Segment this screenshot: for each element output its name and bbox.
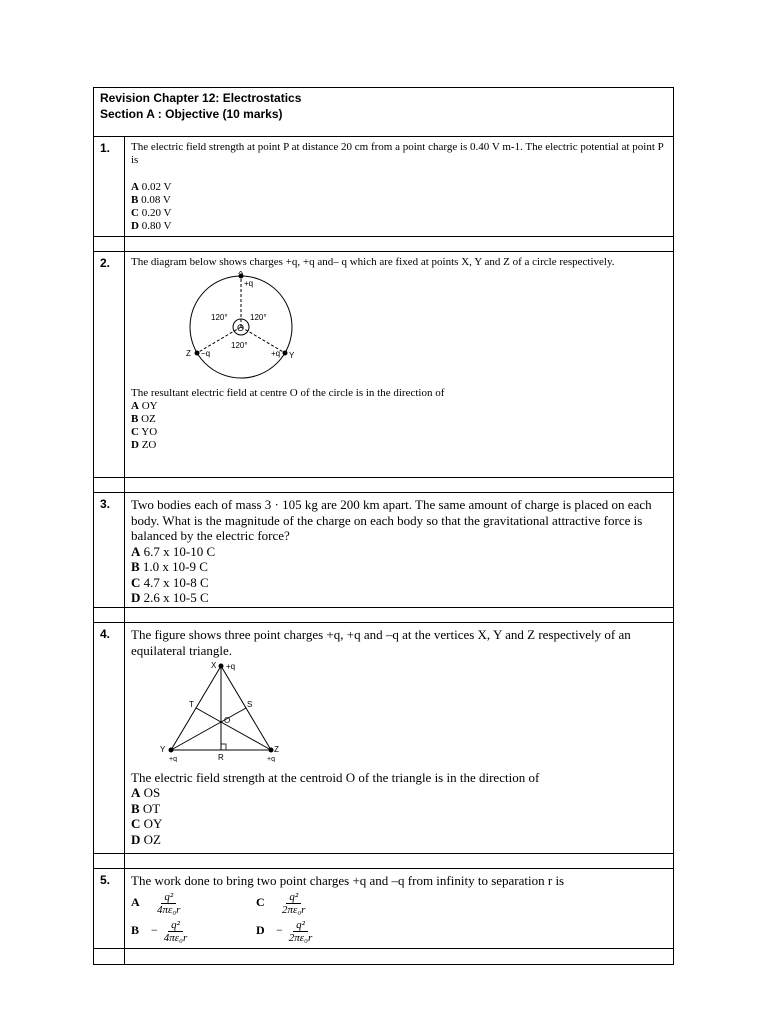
question-4-row	[94, 623, 673, 854]
worksheet-header	[94, 88, 673, 137]
label-y: Y	[289, 351, 295, 360]
question-body	[125, 137, 673, 236]
option-d[interactable]: D ZO	[131, 439, 157, 451]
option-a[interactable]: A $\frac{\text{q²}}{\text{4πε₀r}}$	[131, 890, 181, 916]
label-angle-1: 120°	[211, 313, 228, 322]
option-b[interactable]: B 1.0 x 10-9 C	[131, 559, 208, 574]
label-qx: +q	[244, 279, 254, 288]
question-body	[125, 623, 673, 853]
label-t: T	[189, 700, 194, 709]
label-qz: +q	[267, 756, 275, 762]
option-b[interactable]: B − $\frac{\text{q²}}{\text{4πε₀r}}$	[131, 918, 188, 944]
label-angle-3: 120°	[231, 341, 248, 350]
label-x: X	[238, 271, 244, 276]
question-body	[125, 252, 673, 477]
label-qy: +q	[271, 349, 281, 358]
option-b[interactable]: B OT	[131, 800, 161, 816]
option-d[interactable]: D 0.80 V	[131, 220, 172, 232]
page-title: Revision Chapter 12: Electrostatics	[100, 91, 302, 105]
question-body	[125, 493, 673, 607]
option-c[interactable]: C 0.20 V	[131, 207, 172, 219]
circle-charges-diagram	[131, 271, 311, 379]
spacer-row	[94, 854, 673, 869]
option-c[interactable]: C 4.7 x 10-8 C	[131, 574, 209, 590]
spacer-row	[94, 949, 673, 964]
option-a[interactable]: A 6.7 x 10-10 C	[131, 543, 216, 559]
label-angle-2: 120°	[250, 313, 267, 322]
option-d[interactable]: D 2.6 x 10-5 C	[131, 590, 209, 605]
option-a[interactable]: A OS	[131, 785, 161, 800]
question-text: The diagram below shows charges +q, +q and– q which are fixed at points X, Y and Z of a circle respectively.	[131, 256, 615, 268]
label-qy: +q	[169, 756, 177, 762]
option-b[interactable]: B OZ	[131, 413, 156, 425]
spacer-row	[94, 608, 673, 623]
charge-y	[283, 351, 288, 356]
label-z: Z	[274, 745, 279, 754]
question-text: The figure shows three point charges +q, +q and –q at the vertices X, Y and Z respectively of an equilateral triangle.	[131, 627, 631, 658]
question-body	[125, 869, 673, 948]
question-5-row	[94, 869, 673, 949]
label-qx: +q	[226, 662, 236, 671]
formula-options	[131, 891, 667, 944]
option-c[interactable]: C YO	[131, 426, 158, 438]
question-3-row	[94, 493, 673, 608]
option-d[interactable]: D − $\frac{\text{q²}}{\text{2πε₀r}}$	[256, 918, 313, 944]
question-followup: The resultant electric field at centre O of the circle is in the direction of	[131, 387, 445, 399]
worksheet-table	[93, 87, 674, 965]
label-z: Z	[186, 349, 191, 358]
question-number: 4.	[94, 623, 125, 853]
question-number: 5.	[94, 869, 125, 948]
question-number: 3.	[94, 493, 125, 607]
question-2-row	[94, 252, 673, 478]
question-1-row	[94, 137, 673, 237]
section-title: Section A : Objective (10 marks)	[100, 107, 283, 121]
option-d[interactable]: D OZ	[131, 831, 161, 847]
option-a[interactable]: A 0.02 V	[131, 181, 172, 193]
label-r: R	[218, 753, 224, 762]
charge-z	[195, 351, 200, 356]
option-a[interactable]: A OY	[131, 400, 158, 412]
label-qz: −q	[201, 349, 211, 358]
question-number: 1.	[94, 137, 125, 236]
label-y: Y	[160, 745, 166, 754]
question-text: Two bodies each of mass 3 · 105 kg are 200 km apart. The same amount of charge is placed on each body. What is the magnitude of the charge on each body so that the gravitational attractive force is balanced by the electric force?	[131, 497, 652, 543]
question-followup: The electric field strength at the centroid O of the triangle is in the direction of	[131, 769, 540, 785]
label-s: S	[247, 700, 253, 709]
spacer-row	[94, 237, 673, 252]
spacer-row	[94, 478, 673, 493]
label-x: X	[211, 661, 217, 670]
triangle-charges-diagram	[131, 660, 301, 762]
question-text: The electric field strength at point P at distance 20 cm from a point charge is 0.40 V m-1. The electric potential at point P is	[131, 141, 664, 166]
option-c[interactable]: C OY	[131, 816, 163, 831]
option-c[interactable]: C $\frac{\text{q²}}{\text{2πε₀r}}$	[256, 890, 306, 916]
question-number: 2.	[94, 252, 125, 477]
question-text: The work done to bring two point charges +q and –q from infinity to separation r is	[131, 873, 565, 888]
option-b[interactable]: B 0.08 V	[131, 194, 171, 206]
label-o: O	[237, 323, 245, 333]
label-o: O	[224, 716, 231, 725]
